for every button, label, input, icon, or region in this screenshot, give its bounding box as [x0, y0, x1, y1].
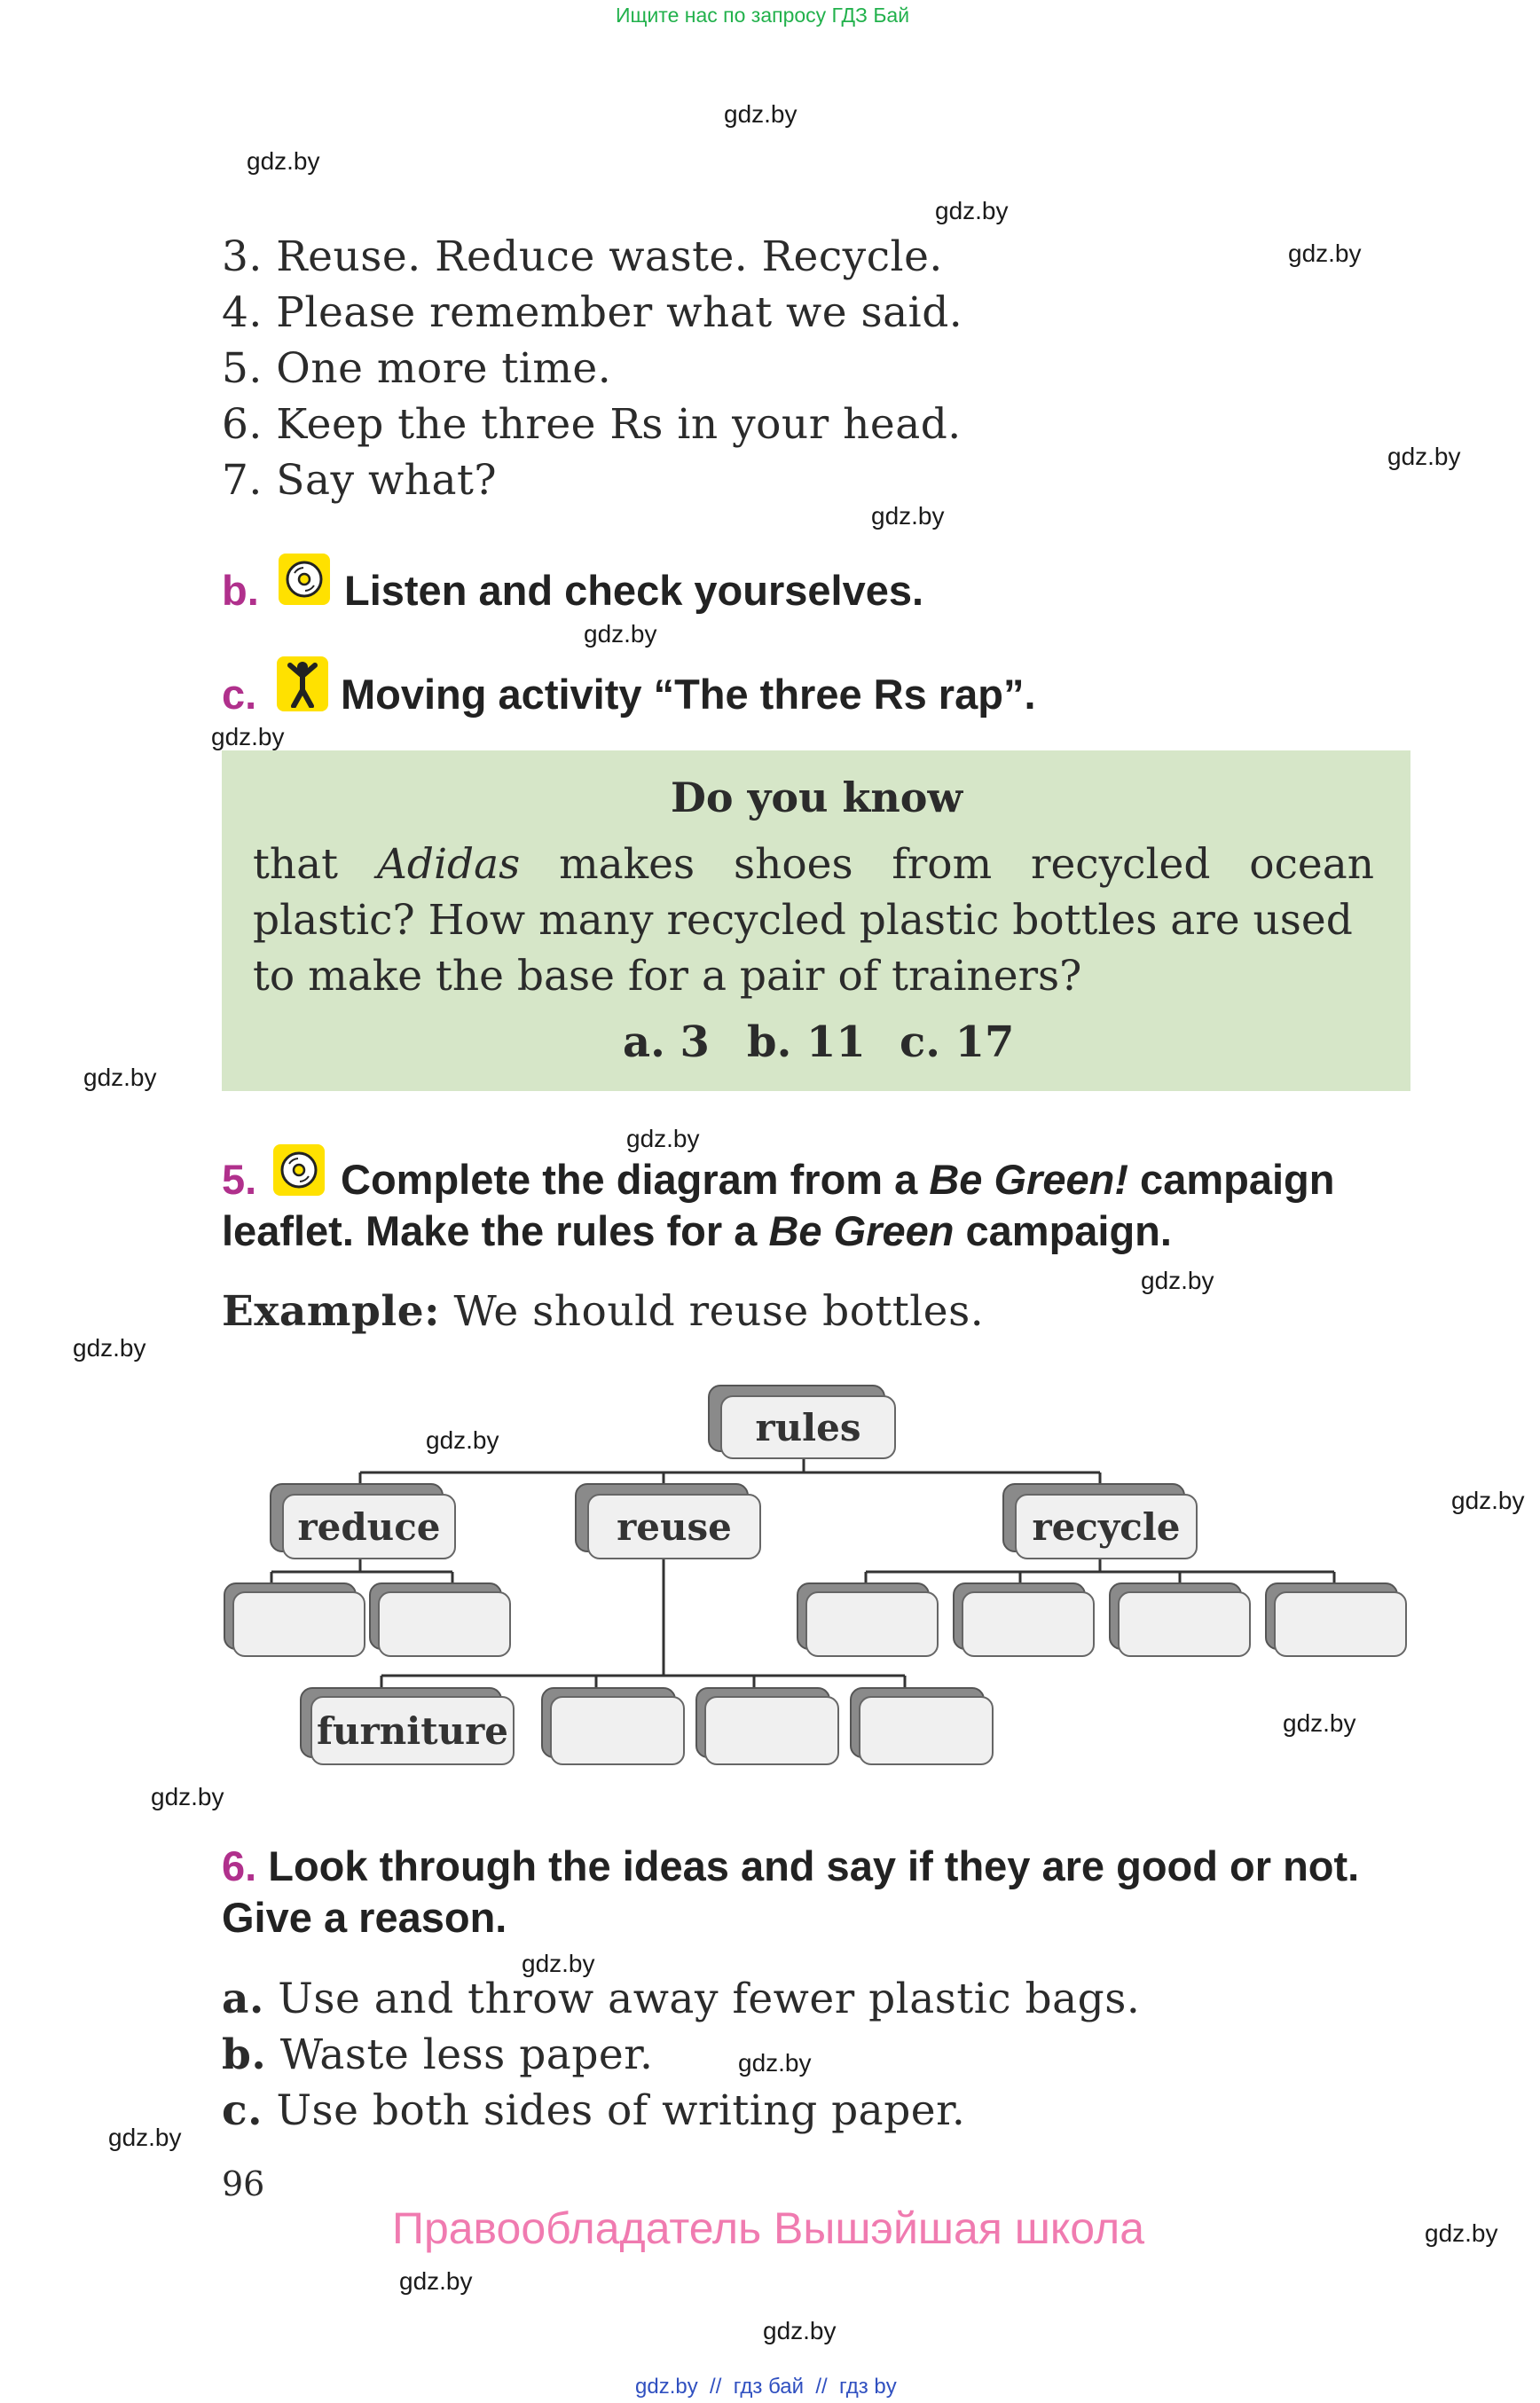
idea-item: c. Use both sides of writing paper. [222, 2086, 966, 2135]
diagram-empty-box[interactable] [704, 1696, 839, 1765]
example-line: Example: We should reuse bottles. [222, 1287, 985, 1336]
watermark: gdz.by [1387, 443, 1461, 470]
do-you-know-line-2: plastic? How many recycled plastic bottles are used [253, 896, 1353, 945]
diagram-node-reduce: reduce [282, 1494, 456, 1559]
watermark: gdz.by [522, 1950, 595, 1977]
idea-item: a. Use and throw away fewer plastic bags. [222, 1975, 1141, 2023]
diagram-empty-box[interactable] [1274, 1591, 1407, 1657]
watermark: gdz.by [151, 1783, 224, 1810]
do-you-know-line-1: that Adidas makes shoes from recycled ocean [253, 840, 1375, 889]
task-c-text: Moving activity “The three Rs rap”. [341, 671, 1036, 718]
rap-line: 6. Keep the three Rs in your head. [222, 400, 962, 449]
search-hint-note: Ищите нас по запросу ГДЗ Бай [616, 4, 910, 27]
answer-option: c. 17 [900, 1017, 1015, 1067]
copyright-notice: Правообладатель Вышэйшая школа [392, 2203, 1144, 2253]
watermark: gdz.by [738, 2049, 812, 2077]
rap-line: 4. Please remember what we said. [222, 288, 963, 337]
watermark: gdz.by [584, 620, 657, 648]
watermark: gdz.by [763, 2317, 837, 2344]
diagram-node-recycle: recycle [1015, 1494, 1198, 1559]
watermark: gdz.by [83, 1064, 157, 1091]
task-5-line-1: Complete the diagram from a Be Green! campaign [341, 1156, 1335, 1203]
watermark: gdz.by [73, 1334, 146, 1362]
task-5-number: 5. [222, 1156, 257, 1203]
watermark: gdz.by [626, 1125, 700, 1152]
diagram-empty-box[interactable] [1118, 1591, 1251, 1657]
rap-line: 3. Reuse. Reduce waste. Recycle. [222, 232, 943, 281]
rap-line: 7. Say what? [222, 456, 498, 505]
watermark: gdz.by [399, 2267, 473, 2295]
task-b-text: Listen and check yourselves. [344, 567, 924, 614]
diagram-empty-box[interactable] [859, 1696, 994, 1765]
diagram-empty-box[interactable] [550, 1696, 685, 1765]
answer-option: a. 3 [623, 1017, 710, 1067]
watermark: gdz.by [1141, 1267, 1214, 1294]
diagram-empty-box[interactable] [962, 1591, 1095, 1657]
task-6-line-1: 6. Look through the ideas and say if they are good or not. [222, 1842, 1360, 1889]
do-you-know-line-3: to make the base for a pair of trainers? [253, 952, 1082, 1001]
diagram-node-rules: rules [720, 1395, 896, 1459]
watermark: gdz.by [108, 2124, 182, 2151]
watermark: gdz.by [426, 1426, 499, 1454]
diagram-empty-box[interactable] [805, 1591, 939, 1657]
watermark: gdz.by [1288, 240, 1362, 267]
watermark: gdz.by [247, 147, 320, 175]
diagram-node-furniture: furniture [310, 1696, 515, 1765]
watermark: gdz.by [871, 502, 945, 530]
page-number: 96 [222, 2164, 265, 2203]
watermark: gdz.by [1283, 1709, 1356, 1737]
watermark: gdz.by [1425, 2219, 1498, 2247]
diagram-empty-box[interactable] [232, 1591, 365, 1657]
idea-item: b. Waste less paper. [222, 2030, 654, 2079]
do-you-know-title: Do you know [671, 774, 963, 821]
watermark: gdz.by [724, 100, 798, 128]
task-b-letter: b. [222, 567, 259, 614]
footer-links[interactable]: gdz.by // гдз бай // гдз by [635, 2375, 897, 2399]
watermark: gdz.by [1451, 1487, 1525, 1514]
diagram-empty-box[interactable] [378, 1591, 511, 1657]
watermark: gdz.by [935, 197, 1009, 224]
task-5-line-2: leaflet. Make the rules for a Be Green campaign. [222, 1207, 1172, 1254]
rap-line: 5. One more time. [222, 344, 612, 393]
watermark: gdz.by [211, 723, 285, 750]
answer-option: b. 11 [747, 1017, 866, 1067]
task-6-line-2: Give a reason. [222, 1894, 507, 1941]
diagram-node-reuse: reuse [587, 1494, 761, 1559]
task-c-letter: c. [222, 671, 257, 718]
